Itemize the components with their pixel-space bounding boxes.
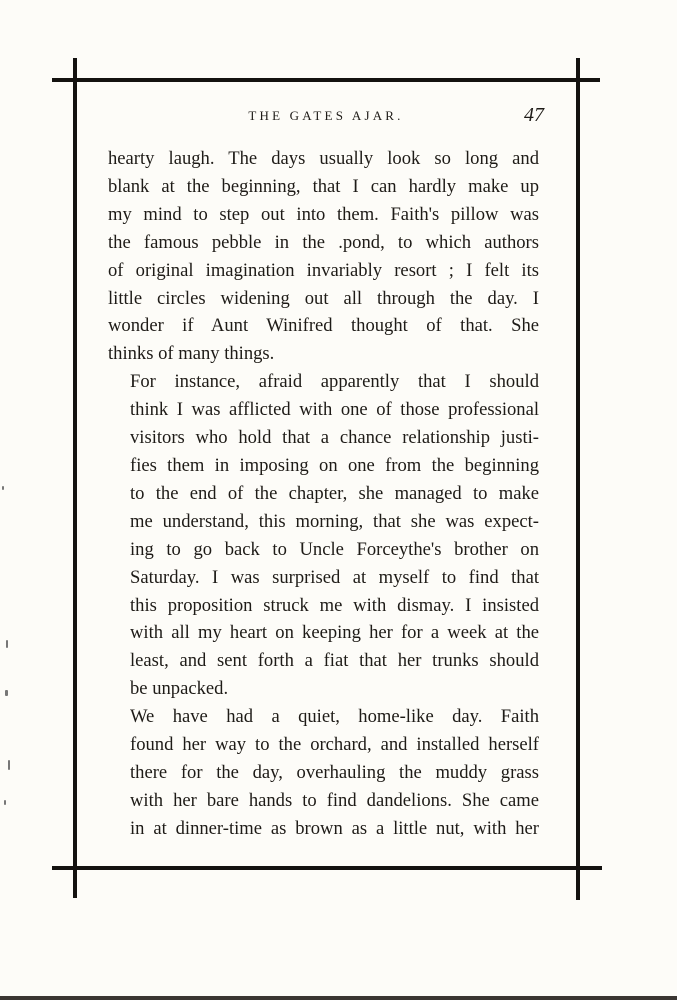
text-line: wonder if Aunt Winifred thought of that. She [108,315,539,337]
paragraph [108,368,539,703]
text-line: hearty laugh. The days usually look so long and [108,148,539,169]
text-line: thinks of many things. [108,343,275,365]
scan-speck [8,760,10,770]
text-line: Saturday. I was surprised at myself to find that [130,566,539,588]
body-text [108,145,539,843]
text-line: We have had a quiet, home-like day. Faith [130,706,539,728]
scan-speck [6,640,8,648]
frame-bottom-rule [52,866,602,870]
frame-right-rule [576,58,580,900]
text-line: least, and sent forth a fiat that her trunks should [130,650,539,672]
text-line: ing to go back to Uncle Forceythe's brother on [130,538,539,560]
text-line: with all my heart on keeping her for a week at the [130,622,539,644]
text-line: For instance, afraid apparently that I should [130,371,539,393]
scan-speck [4,800,6,805]
text-line: think I was afflicted with one of those professional [130,399,539,421]
text-line: there for the day, overhauling the muddy grass [130,761,539,783]
text-line: found her way to the orchard, and installed herself [130,734,539,756]
text-line: fies them in imposing on one from the beginning [130,454,539,476]
text-line: the famous pebble in the .pond, to which authors [108,231,539,253]
text-line: visitors who hold that a chance relationship justi- [130,427,539,449]
text-line: of original imagination invariably resort ; I felt its [108,259,539,281]
text-line: little circles widening out all through the day. I [108,287,539,309]
scan-speck [5,690,8,696]
scan-speck [2,486,4,490]
text-line: this proposition struck me with dismay. I insisted [130,594,539,616]
text-line: to the end of the chapter, she managed to make [130,482,539,504]
text-line: me understand, this morning, that she was expect- [130,510,539,532]
text-line: with her bare hands to find dandelions. She came [130,789,539,811]
frame-top-rule [52,78,600,82]
frame-left-rule [73,58,77,898]
page-header [108,106,544,130]
text-line: in at dinner-time as brown as a little nut, with her [130,817,539,839]
running-head: THE GATES AJAR. [248,108,404,123]
text-line: blank at the beginning, that I can hardly make up [108,175,539,197]
page-number: 47 [524,104,544,126]
text-line: my mind to step out into them. Faith's pillow was [108,203,539,225]
paragraph [108,703,539,843]
paragraph [108,145,539,368]
text-line: be unpacked. [130,678,229,700]
page-bottom-edge [0,996,677,1000]
